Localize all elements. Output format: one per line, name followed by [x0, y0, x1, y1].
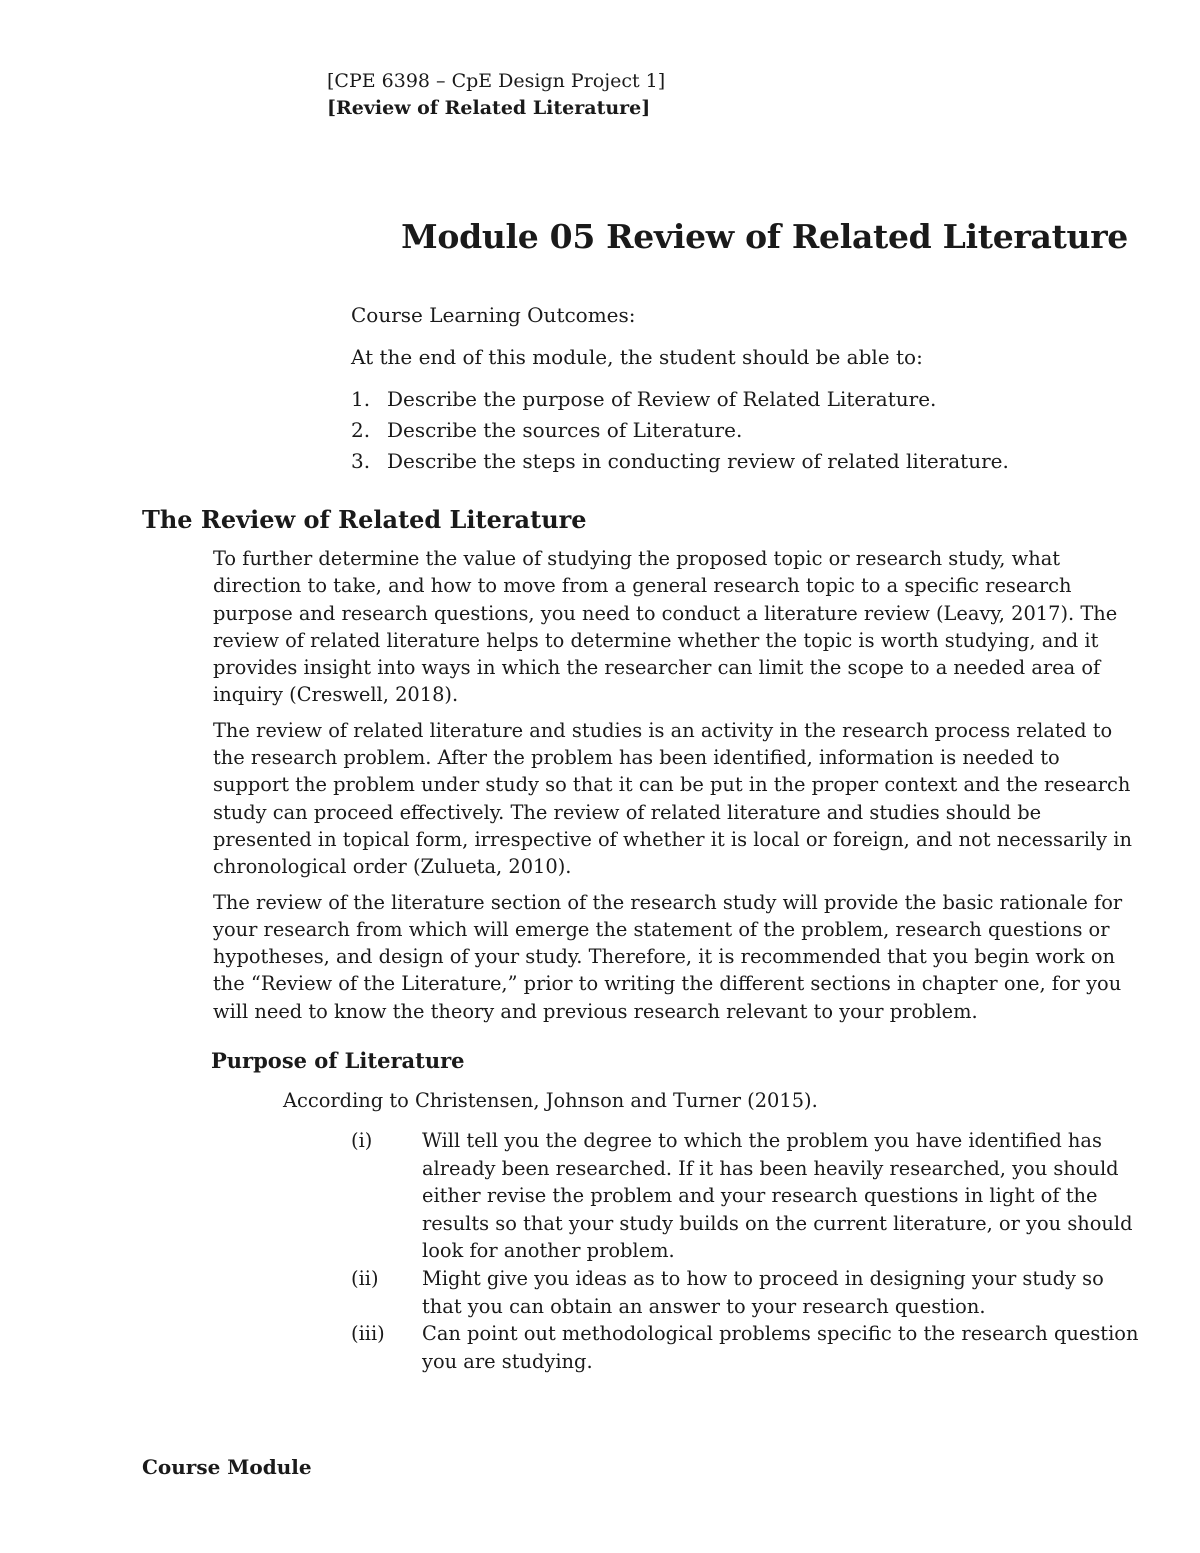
- purpose-text: Might give you ideas as to how to proceed in designing your study so that you can obtain an answer to your research question.: [422, 1266, 1104, 1318]
- outcome-text: Describe the steps in conducting review of related literature.: [387, 449, 1009, 473]
- purpose-number: (i): [351, 1129, 373, 1152]
- section-heading: The Review of Related Literature: [142, 505, 587, 534]
- purpose-number: (ii): [351, 1266, 379, 1290]
- outcomes-list: [351, 384, 1131, 477]
- purpose-number: (iii): [351, 1322, 385, 1346]
- purpose-heading: Purpose of Literature: [211, 1048, 465, 1073]
- body-paragraph: The review of related literature and studies is an activity in the research process related to the research problem. After the problem has been identified, information is needed to support the problem under study so that it can be put in the proper context and the research study can proceed effectively. The review of related literature and studies should be presented in topical form, irrespective of whether it is local or foreign, and not necessarily in chronological order (Zulueta, 2010).: [213, 718, 1132, 879]
- outcome-number: 3.: [351, 449, 371, 473]
- outcome-item: [351, 384, 1131, 415]
- learning-outcomes: [351, 302, 1131, 477]
- purpose-text: Can point out methodological problems specific to the research question you are studying.: [422, 1322, 1139, 1373]
- module-title: Module 05 Review of Related Literature: [401, 217, 1128, 256]
- outcomes-label: Course Learning Outcomes:: [351, 303, 636, 327]
- purpose-text: Will tell you the degree to which the problem you have identified has already been researched. If it has been heavily researched, you should either revise the problem and your research questions in light of the results so that your study builds on the current literature, or you should look for another problem.: [422, 1129, 1133, 1263]
- outcomes-intro: At the end of this module, the student should be able to:: [351, 345, 923, 369]
- purpose-item: [351, 1265, 1141, 1320]
- course-code: [CPE 6398 – CpE Design Project 1]: [327, 70, 666, 92]
- outcome-item: [351, 415, 1131, 446]
- section-body: [213, 545, 1138, 1033]
- outcome-text: Describe the sources of Literature.: [387, 418, 743, 442]
- outcome-text: Describe the purpose of Review of Related Literature.: [387, 387, 937, 411]
- page-header: [327, 68, 665, 122]
- section-label: [Review of Related Literature]: [327, 97, 651, 119]
- purpose-item: [351, 1127, 1141, 1265]
- body-paragraph: The review of the literature section of the research study will provide the basic rationale for your research from which will emerge the statement of the problem, research questions or hypotheses, and design of your study. Therefore, it is recommended that you begin work on the “Review of the Literature,” prior to writing the different sections in chapter one, for you will need to know the theory and previous research relevant to your problem.: [213, 890, 1123, 1023]
- body-paragraph: To further determine the value of studying the proposed topic or research study, what direction to take, and how to move from a general research topic to a specific research purpose and research questions, you need to conduct a literature review (Leavy, 2017). The review of related literature helps to determine whether the topic is worth studying, and it provides insight into ways in which the researcher can limit the scope to a needed area of inquiry (Creswell, 2018).: [213, 547, 1118, 707]
- outcome-number: 2.: [351, 418, 371, 442]
- purpose-item: [351, 1320, 1141, 1375]
- purpose-list: [351, 1127, 1141, 1375]
- outcome-item: [351, 446, 1131, 477]
- page-footer: Course Module: [142, 1455, 312, 1479]
- purpose-intro: According to Christensen, Johnson and Turner (2015).: [283, 1089, 818, 1112]
- outcome-number: 1.: [351, 387, 371, 411]
